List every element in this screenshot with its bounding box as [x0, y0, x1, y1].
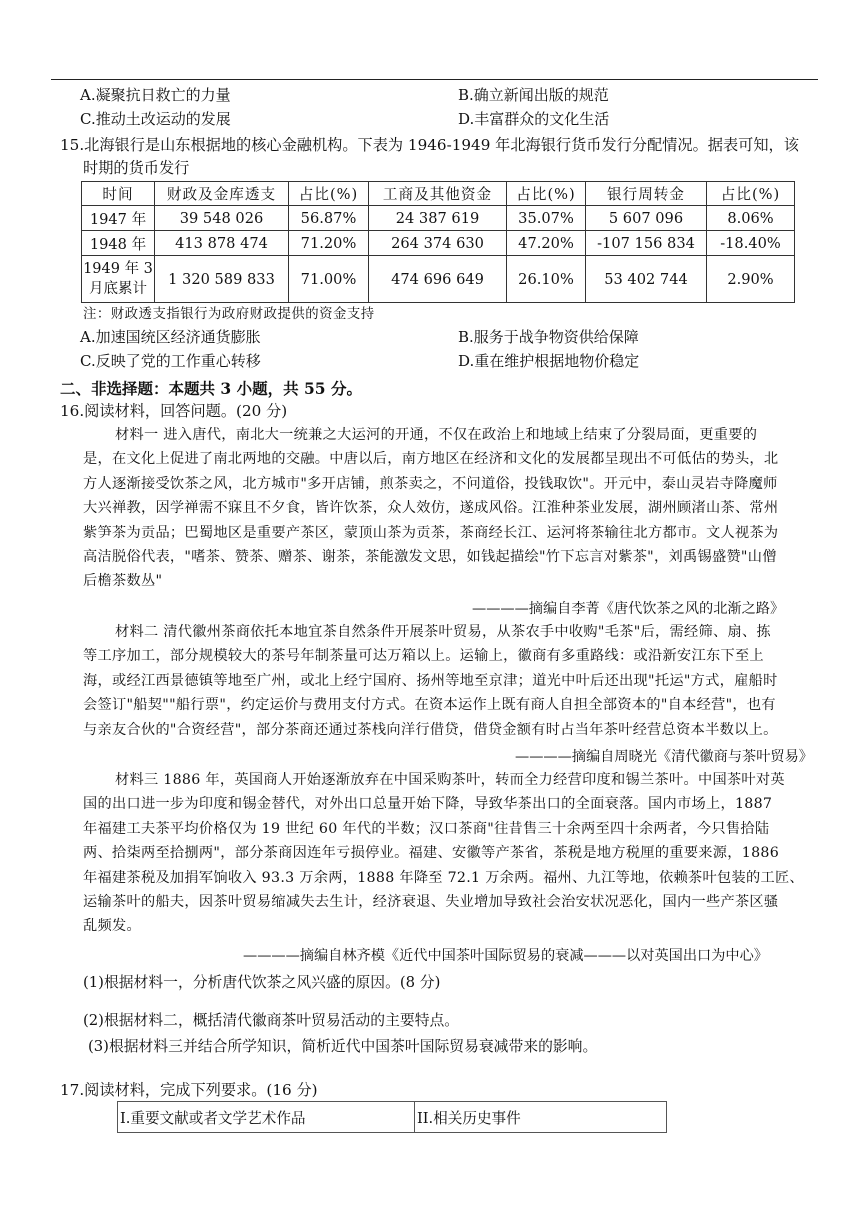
material-line: 材料一 进入唐代，南北大一统兼之大运河的开通，不仅在政治上和地域上结束了分裂局面，更重要的	[115, 427, 758, 443]
q17-table	[117, 1101, 667, 1133]
table-cell: 264 374 630	[369, 231, 507, 256]
q16-material-2-source: ————摘编自周晓光《清代徽商与茶叶贸易》	[515, 749, 813, 765]
q15-data-table	[81, 181, 795, 303]
material-line: 两、拾柒两至拾捌两"，部分茶商因连年亏损停业。福建、安徽等产茶省，茶税是地方税厘的重要来源，1886	[83, 845, 780, 862]
q14-options-row-2	[80, 108, 820, 130]
q15-table-note: 注：财政透支指银行为政府财政提供的资金支持	[83, 307, 375, 322]
material-line: 等工序加工，部分规模较大的茶号年制茶量可达万箱以上。运输上，徽商有多重路线：或沿新安江东下至上	[83, 648, 764, 665]
table-cell: 1 320 589 833	[155, 256, 289, 303]
material-line: 海，或经江西景德镇等地至广州，或北上经宁国府、扬州等地至京津；道光中叶后还出现"托运"方式，雇船时	[83, 672, 778, 689]
table-cell: 1948 年	[82, 231, 155, 256]
material-line: 国的出口进一步为印度和锡金替代，对外出口总量开始下降，导致华茶出口的全面衰落。国内市场上，1887	[83, 796, 773, 813]
table-cell: 71.20%	[289, 231, 369, 256]
table-cell: 24 387 619	[369, 206, 507, 231]
table-row	[82, 231, 795, 256]
q16-material-3	[83, 768, 819, 939]
table-cell: 2.90%	[707, 256, 795, 303]
material-line: 年福建茶税及加捐军饷收入 93.3 万余两，1888 年降至 72.1 万余两。福州、九江等地，依赖茶叶包装的工匠、	[83, 869, 804, 886]
q14-option-c[interactable]: C.推动土改运动的发展	[80, 110, 231, 128]
table-cell: 39 548 026	[155, 206, 289, 231]
table-cell: -107 156 834	[586, 231, 707, 256]
table-header-cell: 时间	[82, 182, 155, 206]
q16-material-3-source: ————摘编自林齐模《近代中国茶叶国际贸易的衰减———以对英国出口为中心》	[243, 948, 768, 964]
table-cell: 53 402 744	[586, 256, 707, 303]
q16-material-1	[83, 423, 819, 594]
q17-stem: 17.阅读材料，完成下列要求。(16 分)	[60, 1081, 318, 1099]
material-line: 紫笋茶为贡品；巴蜀地区是重要产茶区，蒙顶山茶为贡茶，茶商经长江、运河将茶输往北方都市。文人视茶为	[83, 524, 779, 541]
q15-options-row-1	[80, 326, 820, 348]
q16-sub-question-3: (3)根据材料三并结合所学知识，简析近代中国茶叶国际贸易衰减带来的影响。	[88, 1038, 598, 1055]
material-line: 与亲友合伙的"合资经营"，部分茶商还通过茶栈向洋行借贷，借贷金额有时占当年茶叶经营总资本半数以上。	[83, 721, 778, 738]
q15-option-a[interactable]: A.加速国统区经济通货膨胀	[80, 328, 261, 346]
top-rule	[51, 79, 818, 80]
material-line: 材料三 1886 年，英国商人开始逐渐放弃在中国采购茶叶，转而全力经营印度和锡兰茶叶。中国茶叶对英	[115, 772, 785, 788]
table-cell: 474 696 649	[369, 256, 507, 303]
q14-option-a[interactable]: A.凝聚抗日救亡的力量	[80, 86, 231, 104]
q16-stem: 16.阅读材料，回答问题。(20 分)	[60, 402, 288, 420]
q16-sub-question-2: (2)根据材料二，概括清代徽商茶叶贸易活动的主要特点。	[83, 1012, 460, 1029]
q14-option-b[interactable]: B.确立新闻出版的规范	[458, 86, 609, 104]
material-line: 后檐茶数丛"	[83, 573, 163, 590]
material-line: 乱频发。	[83, 918, 141, 935]
material-line: 运输茶叶的船夫，因茶叶贸易缩减失去生计，经济衰退、失业增加导致社会治安状况恶化，国内一些产茶区骚	[83, 894, 779, 911]
material-line: 年福建工夫茶平均价格仅为 19 世纪 60 年代的半数；汉口茶商"往昔售三十余两至四十余两者，今只售拾陆	[83, 820, 770, 837]
material-line: 是，在文化上促进了南北两地的交融。中唐以后，南方地区在经济和文化的发展都呈现出不可低估的势头，北	[83, 451, 779, 468]
q15-option-d[interactable]: D.重在维护根据地物价稳定	[458, 352, 640, 370]
q15-stem-line-1: 15.北海银行是山东根据地的核心金融机构。下表为 1946-1949 年北海银行货币发行分配情况。据表可知，该	[60, 136, 799, 154]
table-cell: 56.87%	[289, 206, 369, 231]
material-line: 材料二 清代徽州茶商依托本地宜茶自然条件开展茶叶贸易，从茶农手中收购"毛茶"后，需经筛、扇、拣	[115, 624, 771, 640]
q16-material-2	[83, 620, 819, 742]
material-line: 大兴禅教，因学禅需不寐且不夕食，皆许饮茶，众人效仿，遂成风俗。江淮种茶业发展，湖州顾渚山茶、常州	[83, 500, 779, 517]
q15-option-b[interactable]: B.服务于战争物资供给保障	[458, 328, 639, 346]
table-row	[82, 256, 795, 303]
table-row	[82, 206, 795, 231]
section-2-heading: 二、非选择题：本题共 3 小题，共 55 分。	[60, 379, 362, 398]
material-line: 会签订"船契""船行票"，约定运价与费用支付方式。在资本运作上既有商人自担全部资本的"自本经营"，也有	[83, 697, 776, 714]
table-cell: II.相关历史事件	[415, 1102, 667, 1133]
table-cell: 1949 年 3 月底累计	[82, 256, 155, 303]
material-line: 高洁脱俗代表，"嗜茶、赞茶、赠茶、谢茶，茶能激发文思，如钱起描绘"竹下忘言对紫茶"，刘禹锡盛赞"山僧	[83, 549, 777, 566]
q14-options-row-1	[80, 84, 820, 106]
table-cell: -18.40%	[707, 231, 795, 256]
q14-option-d[interactable]: D.丰富群众的文化生活	[458, 110, 610, 128]
table-cell: 26.10%	[507, 256, 586, 303]
table-header-cell: 工商及其他资金	[369, 182, 507, 206]
table-cell: I.重要文献或者文学艺术作品	[118, 1102, 415, 1133]
table-header-cell: 财政及金库透支	[155, 182, 289, 206]
q16-material-1-source: ————摘编自李菁《唐代饮茶之风的北渐之路》	[472, 601, 785, 617]
table-cell: 5 607 096	[586, 206, 707, 231]
q15-stem-line-2: 时期的货币发行	[83, 159, 190, 177]
table-header-cell: 银行周转金	[586, 182, 707, 206]
q16-sub-question-1: (1)根据材料一，分析唐代饮茶之风兴盛的原因。(8 分)	[83, 974, 441, 991]
table-header-row	[82, 182, 795, 206]
table-cell: 35.07%	[507, 206, 586, 231]
table-cell: 413 878 474	[155, 231, 289, 256]
table-row	[118, 1102, 667, 1133]
q15-option-c[interactable]: C.反映了党的工作重心转移	[80, 352, 261, 370]
q15-options-row-2	[80, 350, 820, 372]
material-line: 方人逐渐接受饮茶之风，北方城市"多开店铺，煎茶卖之，不问道俗，投钱取饮"。开元中，泰山灵岩寺降魔师	[83, 475, 778, 492]
table-cell: 47.20%	[507, 231, 586, 256]
table-cell: 1947 年	[82, 206, 155, 231]
table-header-cell: 占比(%)	[289, 182, 369, 206]
table-cell: 8.06%	[707, 206, 795, 231]
table-cell: 71.00%	[289, 256, 369, 303]
table-header-cell: 占比(%)	[707, 182, 795, 206]
table-header-cell: 占比(%)	[507, 182, 586, 206]
